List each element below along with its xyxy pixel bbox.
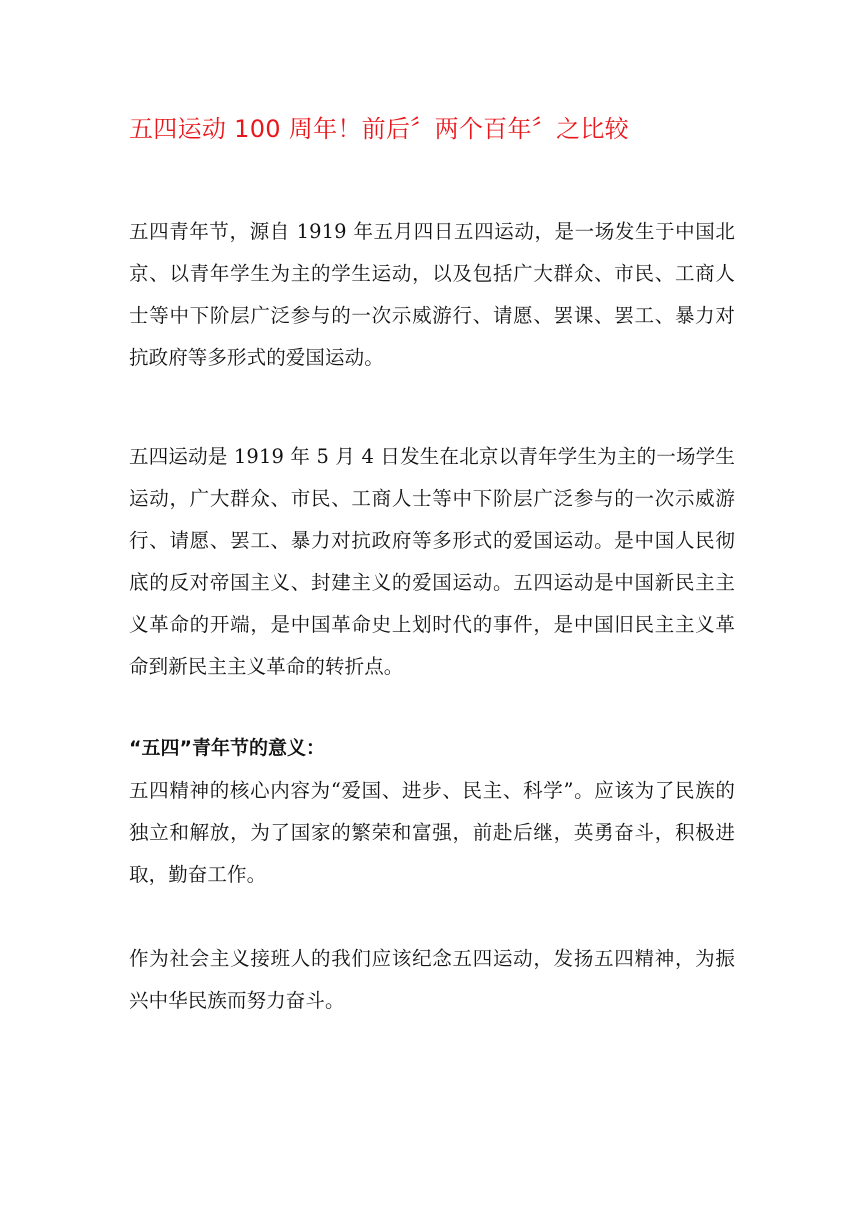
document-title: 五四运动 100 周年！前后〞两个百年〞之比较 [129, 115, 629, 143]
paragraph-call-to-action: 作为社会主义接班人的我们应该纪念五四运动，发扬五四精神，为振兴中华民族而努力奋斗。 [129, 947, 735, 1012]
paragraph-spirit: 五四精神的核心内容为“爱国、进步、民主、科学”。应该为了民族的独立和解放，为了国家的繁荣和富强，前赴后继，英勇奋斗，积极进取，勤奋工作。 [129, 779, 735, 886]
paragraph-history: 五四运动是 1919 年 5 月 4 日发生在北京以青年学生为主的一场学生运动，广大群众、市民、工商人士等中下阶层广泛参与的一次示威游行、请愿、罢工、暴力对抗政府等多形式的爱国运动。是中国人民彻底的反对帝国主义、封建主义的爱国运动。五四运动是中国新民主主义革命的开端，是中国革命史上划时代的事件，是中国旧民主主义革命到新民主主义革命的转折点。 [129, 445, 735, 678]
paragraph-intro: 五四青年节，源自 1919 年五月四日五四运动，是一场发生于中国北京、以青年学生为主的学生运动，以及包括广大群众、市民、工商人士等中下阶层广泛参与的一次示威游行、请愿、罢课、罢工、暴力对抗政府等多形式的爱国运动。 [129, 220, 735, 369]
section-heading: “五四”青年节的意义： [129, 737, 325, 759]
